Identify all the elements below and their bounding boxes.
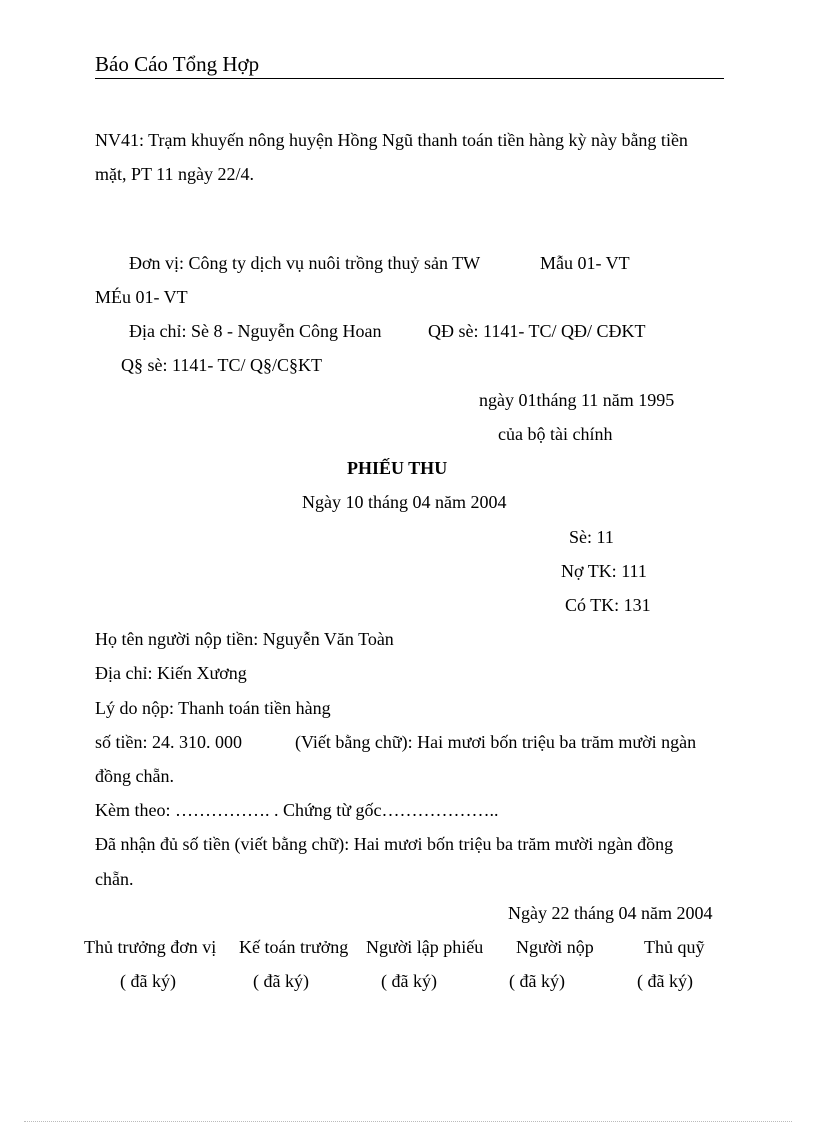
payer-name: Họ tên người nộp tiền: Nguyễn Văn Toàn (95, 629, 394, 649)
header-rule (95, 78, 724, 79)
role-preparer: Người lập phiếu (366, 937, 484, 957)
intro-line-2: mặt, PT 11 ngày 22/4. (95, 164, 254, 184)
role-cashier: Thủ quỹ (644, 937, 705, 957)
role-unit-head: Thủ trưởng đơn vị (84, 937, 217, 957)
page-header-title: Báo Cáo Tổng Hợp (95, 52, 260, 76)
attachments: Kèm theo: ……………. . Chứng từ gốc……………….. (95, 800, 499, 820)
receipt-number: Sè: 11 (569, 527, 614, 547)
signed-unit-head: ( đã ký) (120, 971, 176, 991)
signed-payer: ( đã ký) (509, 971, 565, 991)
received-line-1: Đã nhận đủ số tiền (viết bằng chữ): Hai mươi bốn triệu ba trăm mười ngàn đồng (95, 834, 674, 854)
decision-number: QĐ sè: 1141- TC/ QĐ/ CĐKT (428, 321, 646, 341)
form-number: Mẫu 01- VT (540, 253, 630, 273)
payment-reason: Lý do nộp: Thanh toán tiền hàng (95, 698, 331, 718)
receipt-date: Ngày 10 tháng 04 năm 2004 (302, 492, 507, 512)
signing-date: Ngày 22 tháng 04 năm 2004 (508, 903, 713, 923)
signed-cashier: ( đã ký) (637, 971, 693, 991)
intro-line-1: NV41: Trạm khuyến nông huyện Hồng Ngũ thanh toán tiền hàng kỳ này bằng tiền (95, 130, 688, 150)
ministry-label: của bộ tài chính (498, 424, 613, 444)
received-line-2: chẵn. (95, 869, 134, 889)
page-bottom-rule (24, 1121, 792, 1122)
receipt-title: PHIẾU THU (347, 458, 448, 478)
debit-account: Nợ TK: 111 (561, 561, 647, 581)
role-chief-accountant: Kế toán trưởng (239, 937, 349, 957)
amount-words-line-2: đồng chẵn. (95, 766, 174, 786)
unit-name: Đơn vị: Công ty dịch vụ nuôi trồng thuỷ sản TW (129, 253, 481, 273)
payer-address: Địa chỉ: Kiến Xương (95, 663, 247, 683)
amount-words-line-1: (Viết bằng chữ): Hai mươi bốn triệu ba trăm mười ngàn (295, 732, 697, 752)
unit-address: Địa chỉ: Sè 8 - Nguyễn Công Hoan (129, 321, 382, 341)
signed-preparer: ( đã ký) (381, 971, 437, 991)
decision-number-garbled: Q§ sè: 1141- TC/ Q§/C§KT (121, 355, 322, 375)
decision-date: ngày 01tháng 11 năm 1995 (479, 390, 675, 410)
amount-number: số tiền: 24. 310. 000 (95, 732, 242, 752)
role-payer: Người nộp (516, 937, 594, 957)
form-number-garbled: MÉu 01- VT (95, 287, 188, 307)
signed-chief-accountant: ( đã ký) (253, 971, 309, 991)
credit-account: Có TK: 131 (565, 595, 651, 615)
